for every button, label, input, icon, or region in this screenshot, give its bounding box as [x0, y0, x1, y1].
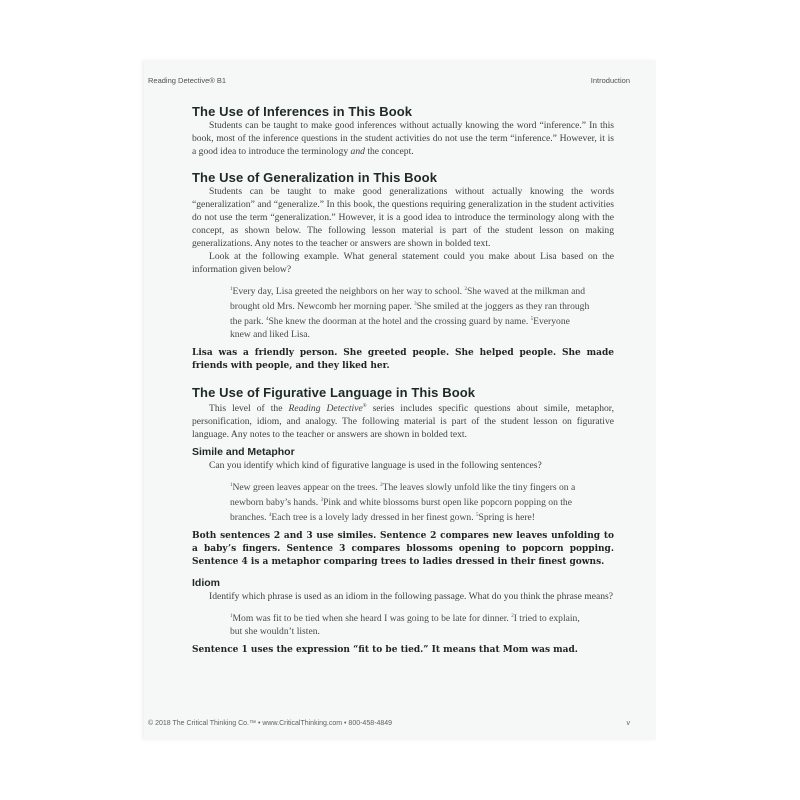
lisa-passage: $^1$Every day, Lisa greeted the neighbors on her way to school. $^2$She waved at the milkman and brought old Mrs. Newcomb her morning paper. $^3$She smiled at the joggers as they ran through the park. $^4$She knew the doorman at the hotel and the crossing guard by name. $^5$Everyone knew and liked Lisa. — [230, 286, 590, 340]
simile-answer: Both sentences 2 and 3 use similes. Sentence 2 compares new leaves unfolding to a baby’s fingers. Sentence 3 compares blossoms opening to popcorn popping. Sentence 4 is a metaphor comparing trees to ladies dressed in their finest gowns. — [192, 531, 614, 567]
generalization-answer: Lisa was a friendly person. She greeted people. She helped people. She made friends with people, and they liked her. — [192, 348, 614, 371]
heading-idiom: Idiom — [192, 577, 220, 589]
heading-simile-metaphor: Simile and Metaphor — [192, 446, 295, 458]
idiom-passage: $^1$Mom was fit to be tied when she heard I was going to be late for dinner. $^2$I tried to explain, but she wouldn’t listen. — [230, 613, 580, 637]
heading-figurative-language: The Use of Figurative Language in This Book — [192, 385, 476, 400]
idiom-answer: Sentence 1 uses the expression “fit to be tied.” It means that Mom was mad. — [192, 645, 578, 655]
inferences-paragraph: Students can be taught to make good inferences without actually knowing the word “inference.” In this book, most of the inference questions in the student activities do not use the term “inference.” However, it is a good idea to introduce the terminology and the concept. — [192, 120, 614, 157]
simile-question: Can you identify which kind of figurative language is used in the following sentences? — [209, 460, 542, 471]
book-title: Reading Detective® B1 — [148, 76, 227, 85]
generalization-prompt: Look at the following example. What general statement could you make about Lisa based on the information given below? — [192, 251, 614, 275]
chapter-title: Introduction — [590, 76, 630, 85]
figurative-paragraph: This level of the Reading Detective® series includes specific questions about simile, metaphor, personification, idiom, and analogy. The following material is part of the student lesson on figurative language. Any notes to the teacher or answers are shown in bolded text. — [192, 403, 614, 440]
generalization-paragraph: Students can be taught to make good generalizations without actually knowing the words “generalization” and “generalize.” In this book, the questions requiring generalization in the student activities do not use the term “generalization.” However, it is a good idea to introduce the terminology along with the concept, as shown below. The following lesson material is part of the student lesson on making generalizations. Any notes to the teacher or answers are shown in bolded text. — [192, 186, 614, 249]
heading-inferences: The Use of Inferences in This Book — [192, 104, 413, 119]
document-page — [144, 60, 656, 740]
page-footer — [148, 720, 630, 727]
idiom-question: Identify which phrase is used as an idiom in the following passage. What do you think the phrase means? — [209, 591, 614, 602]
heading-generalization: The Use of Generalization in This Book — [192, 170, 438, 185]
running-header — [148, 76, 630, 85]
copyright-text: © 2018 The Critical Thinking Co.™ • www.CriticalThinking.com • 800-458-4849 — [148, 720, 393, 727]
page-number: v — [626, 720, 630, 727]
spring-passage: $^1$New green leaves appear on the trees. $^2$The leaves slowly unfold like the tiny fingers on a newborn baby’s hands. $^3$Pink and white blossoms burst open like popcorn popping on the branches. $^4$Each tree is a lovely lady dressed in her finest gown. $^5$Spring is here! — [230, 482, 576, 523]
page-content — [192, 104, 614, 657]
